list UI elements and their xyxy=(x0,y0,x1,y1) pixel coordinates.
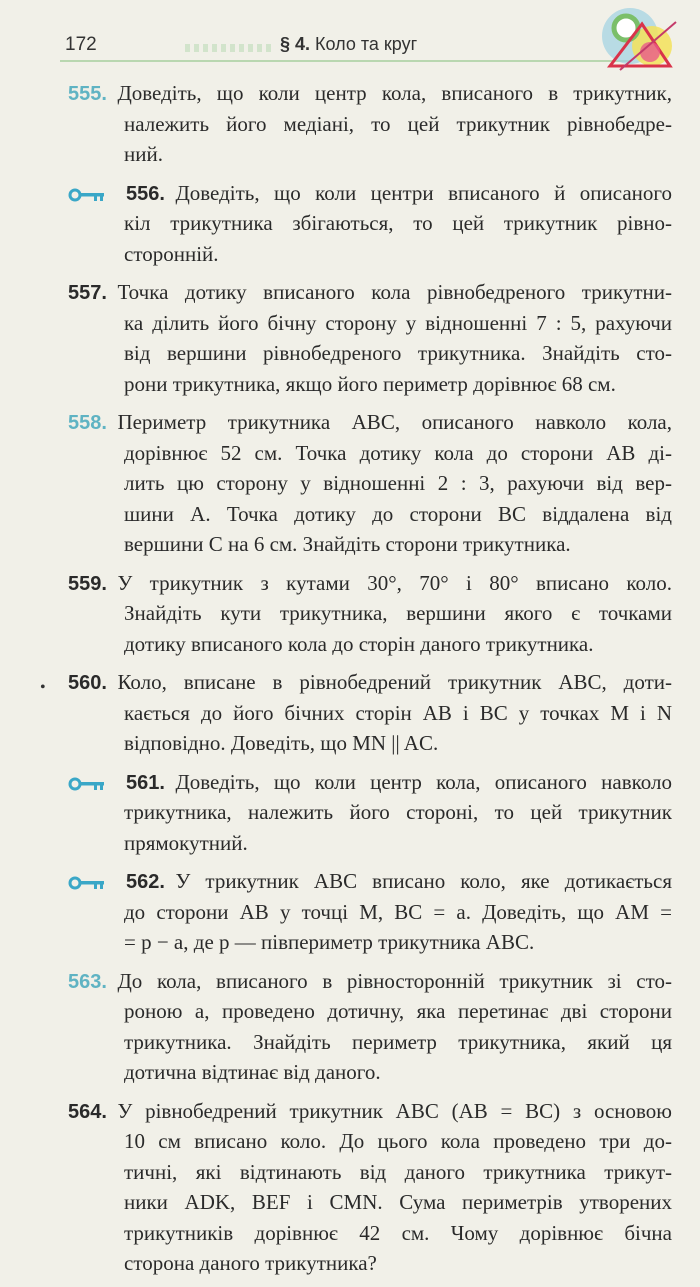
problem-line xyxy=(124,499,672,530)
problem-line xyxy=(124,728,672,759)
problem-line xyxy=(68,966,672,997)
problem-text: У рівнобедрений трикутник ABC (AB = BC) з основою xyxy=(117,1098,672,1123)
page-header xyxy=(0,0,700,90)
problem-line xyxy=(124,1248,672,1279)
problem-text: До кола, вписаного в рівносторонній трикутник зі сто- xyxy=(117,968,672,993)
problem-text: = p − a, де p — півпериметр трикутника ABC. xyxy=(124,930,535,954)
geometry-logo-icon xyxy=(590,4,680,74)
problem-line xyxy=(124,1187,672,1218)
problem-text: Периметр трикутника ABC, описаного навколо кола, xyxy=(117,410,672,434)
margin-mark-icon: • xyxy=(40,679,46,696)
problem-text: дотична відтинає від даного. xyxy=(124,1060,381,1084)
problem-number: 560. xyxy=(68,672,107,694)
problem-line xyxy=(124,369,672,400)
problem-text: Доведіть, що коли центри вписаного й описаного xyxy=(175,180,672,205)
problem-563 xyxy=(0,966,700,1088)
problem-line xyxy=(124,529,672,560)
problem-555 xyxy=(0,78,700,170)
problem-number: 564. xyxy=(68,1100,107,1123)
problem-line xyxy=(68,277,672,308)
problem-number: 555. xyxy=(68,83,107,105)
problem-line xyxy=(124,208,672,239)
problem-text: Точка дотику вписаного кола рівнобедреного трикутни- xyxy=(117,280,672,304)
problem-text: лить цю сторону у відношенні 2 : 3, рахуючи від вер- xyxy=(124,471,672,495)
problem-text: сторонній. xyxy=(124,241,219,266)
problem-text: належить його медіані, то цей трикутник рівнобедре- xyxy=(124,111,672,136)
problem-line xyxy=(68,667,672,698)
header-decoration xyxy=(185,44,275,52)
problem-text: ка ділить його бічну сторону у відношенні 7 : 5, рахуючи xyxy=(124,310,672,335)
problem-557 xyxy=(0,277,700,399)
problem-line xyxy=(124,308,672,339)
problem-text: У трикутник ABC вписано коло, яке дотикається xyxy=(175,869,672,893)
problem-text: трикутника. Знайдіть периметр трикутника, який ця xyxy=(124,1029,672,1054)
problem-number: 557. xyxy=(68,282,107,304)
problem-text: трикутника, належить його стороні, то цей трикутник xyxy=(124,800,672,824)
problem-line xyxy=(124,239,672,270)
problem-line xyxy=(124,698,672,729)
problem-561 xyxy=(0,767,700,859)
problem-556 xyxy=(0,178,700,270)
problem-line xyxy=(68,568,672,599)
problem-line xyxy=(124,1027,672,1058)
problem-number: 563. xyxy=(68,970,107,993)
problem-text: дорівнює 52 см. Точка дотику кола до сторони AB ді- xyxy=(124,440,672,465)
problem-number: 558. xyxy=(68,412,107,434)
problem-number: 556. xyxy=(126,182,165,205)
section-name: Коло та круг xyxy=(315,34,418,54)
problem-text: ники ADK, BEF і CMN. Сума периметрів утворених xyxy=(124,1190,672,1214)
problem-line xyxy=(124,1157,672,1188)
problem-line xyxy=(126,866,672,897)
problem-line xyxy=(124,828,672,859)
problem-text: сторона даного трикутника? xyxy=(124,1251,377,1275)
problem-line xyxy=(124,598,672,629)
problem-text: кіл трикутника збігаються, то цей трикутник рівно- xyxy=(124,211,672,235)
problem-line xyxy=(124,139,672,170)
key-icon xyxy=(68,876,104,890)
section-title xyxy=(280,34,417,55)
problem-number: 562. xyxy=(126,871,165,893)
problem-line xyxy=(126,767,672,798)
problem-list xyxy=(0,78,700,1287)
problem-line xyxy=(124,629,672,660)
problem-text: Коло, вписане в рівнобедрений трикутник ABC, доти- xyxy=(117,670,672,694)
problem-line xyxy=(68,407,672,438)
problem-line xyxy=(124,927,672,958)
header-rule xyxy=(60,60,630,62)
page-number: 172 xyxy=(65,34,97,55)
problem-text: до сторони AB у точці M, BC = a. Доведіть, що AM = xyxy=(124,899,672,924)
problem-line xyxy=(124,897,672,928)
problem-text: рони трикутника, якщо його периметр дорівнює 68 см. xyxy=(124,371,616,396)
problem-text: прямокутний. xyxy=(124,830,248,855)
problem-text: Доведіть, що коли центр кола, описаного навколо xyxy=(175,769,672,794)
problem-text: У трикутник з кутами 30°, 70° і 80° вписано коло. xyxy=(117,570,672,595)
problem-text: відповідно. Доведіть, що MN || AC. xyxy=(124,731,439,755)
key-icon xyxy=(68,188,104,202)
problem-562 xyxy=(0,866,700,958)
problem-line xyxy=(124,468,672,499)
problem-text: вершини C на 6 см. Знайдіть сторони трикутника. xyxy=(124,532,571,556)
problem-line xyxy=(124,1126,672,1157)
problem-text: від вершини рівнобедреного трикутника. Знайдіть сто- xyxy=(124,341,672,365)
problem-text: роною a, проведено дотичну, яка перетинає дві сторони xyxy=(124,999,672,1023)
problem-560 xyxy=(0,667,700,759)
problem-line xyxy=(124,1218,672,1249)
problem-line xyxy=(68,78,672,109)
problem-line xyxy=(68,1096,672,1127)
problem-line xyxy=(124,109,672,140)
problem-line xyxy=(124,996,672,1027)
problem-text: 10 см вписано коло. До цього кола проведено три до- xyxy=(124,1129,672,1153)
problem-559 xyxy=(0,568,700,660)
problem-text: тичні, які відтинають від даного трикутника трикут- xyxy=(124,1159,672,1184)
problem-text: шини A. Точка дотику до сторони BC віддалена від xyxy=(124,501,672,526)
problem-number: 561. xyxy=(126,771,165,794)
problem-line xyxy=(124,797,672,828)
key-icon xyxy=(68,777,104,791)
problem-line xyxy=(124,438,672,469)
problem-text: ний. xyxy=(124,142,163,166)
problem-text: кається до його бічних сторін AB і BC у точках M і N xyxy=(124,700,672,725)
problem-number: 559. xyxy=(68,572,107,595)
problem-line xyxy=(124,1057,672,1088)
problem-558 xyxy=(0,407,700,560)
problem-line xyxy=(126,178,672,209)
problem-564 xyxy=(0,1096,700,1279)
problem-text: дотику вписаного кола до сторін даного трикутника. xyxy=(124,631,594,656)
problem-line xyxy=(124,338,672,369)
problem-text: трикутників дорівнює 42 см. Чому дорівнює бічна xyxy=(124,1220,672,1245)
problem-text: Знайдіть кути трикутника, вершини якого є точками xyxy=(124,601,672,625)
problem-text: Доведіть, що коли центр кола, вписаного в трикутник, xyxy=(117,81,672,105)
section-mark: § 4. xyxy=(280,34,311,54)
